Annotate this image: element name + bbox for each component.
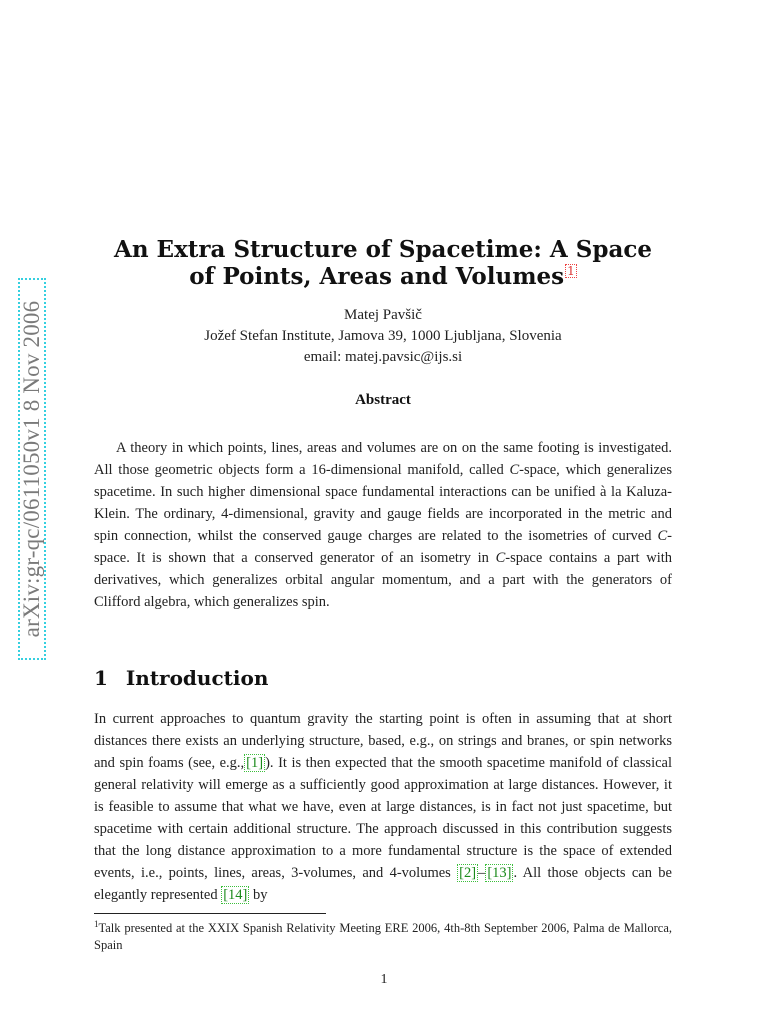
abstract-c-symbol-3: C xyxy=(495,550,506,566)
abstract-paragraph xyxy=(94,437,672,613)
section-number: 1 xyxy=(94,666,108,690)
page-number: 1 xyxy=(380,972,388,987)
citation-link-2[interactable]: [2] xyxy=(459,865,477,881)
footnote-text: Talk presented at the XXIX Spanish Relativity Meeting ERE 2006, 4th-8th September 2006, Palma de Mallorca, Spain xyxy=(94,921,672,953)
intro-text-4: by xyxy=(249,887,268,903)
citation-link-14[interactable]: [14] xyxy=(223,887,248,903)
footnote-mark: 1 xyxy=(94,919,99,929)
title-line-1: An Extra Structure of Spacetime: A Space xyxy=(113,236,653,263)
abstract-text-1: A theory in which points, lines, areas and volumes are on on the same footing is investigated. All those geometric objects form a 16-dimensional manifold, called xyxy=(94,440,672,478)
title-line-2 xyxy=(94,263,672,290)
intro-text-3: . All those objects can be elegantly represented xyxy=(94,865,672,903)
citation-range-dash: – xyxy=(478,865,486,881)
arxiv-identifier-stamp[interactable] xyxy=(18,278,46,660)
author-name: Matej Pavšič xyxy=(344,307,422,323)
abstract-c-symbol-2: C xyxy=(657,528,668,544)
title-footnote-link[interactable]: 1 xyxy=(567,264,575,278)
author-affiliation: Jožef Stefan Institute, Jamova 39, 1000 Ljubljana, Slovenia xyxy=(204,328,562,344)
section-heading-introduction xyxy=(94,666,268,690)
paper-title xyxy=(94,236,672,290)
citation-link-1[interactable]: [1] xyxy=(246,755,264,771)
footnote xyxy=(94,916,672,954)
footnote-divider xyxy=(94,913,326,914)
title-line-2-text: of Points, Areas and Volumes xyxy=(189,263,565,290)
section-title: Introduction xyxy=(125,666,269,690)
abstract-heading: Abstract xyxy=(355,392,411,408)
abstract-text-4: -space contains a part with derivatives, which generalizes orbital angular momentum, and a part with the generators of Clifford algebra, which generalizes spin. xyxy=(94,550,672,610)
author-email: email: matej.pavsic@ijs.si xyxy=(303,349,463,365)
citation-link-13[interactable]: [13] xyxy=(487,865,512,881)
abstract-c-symbol-1: C xyxy=(509,462,520,478)
abstract-text-3: -space. It is shown that a conserved generator of an isometry in xyxy=(94,528,672,566)
intro-text-2: ). It is then expected that the smooth spacetime manifold of classical general relativity will emerge as a sufficiently good approximation at large distances. However, it is feasible to assume that what we have, even at large distances, is in fact not just spacetime, but spacetime with certain additional structure. The approach discussed in this contribution suggests that the long distance approximation to a more fundamental structure is the space of extended events, i.e., points, lines, areas, 3-volumes, and 4-volumes xyxy=(94,755,672,881)
intro-text-1: In current approaches to quantum gravity the starting point is often in assuming that at short distances there exists an underlying structure, based, e.g., on strings and branes, or spin networks and spin foams (see, e.g., xyxy=(94,711,672,771)
abstract-text-2: -space, which generalizes spacetime. In such higher dimensional space fundamental interactions can be unified à la Kaluza-Klein. The ordinary, 4-dimensional, gravity and gauge fields are incorporated in the metric and spin connection, whilst the conserved gauge charges are related to the isometries of curved xyxy=(94,462,672,544)
introduction-paragraph xyxy=(94,708,672,906)
arxiv-identifier-text: arXiv:gr-qc/0611050v1 8 Nov 2006 xyxy=(19,300,44,638)
author-block xyxy=(94,305,672,368)
